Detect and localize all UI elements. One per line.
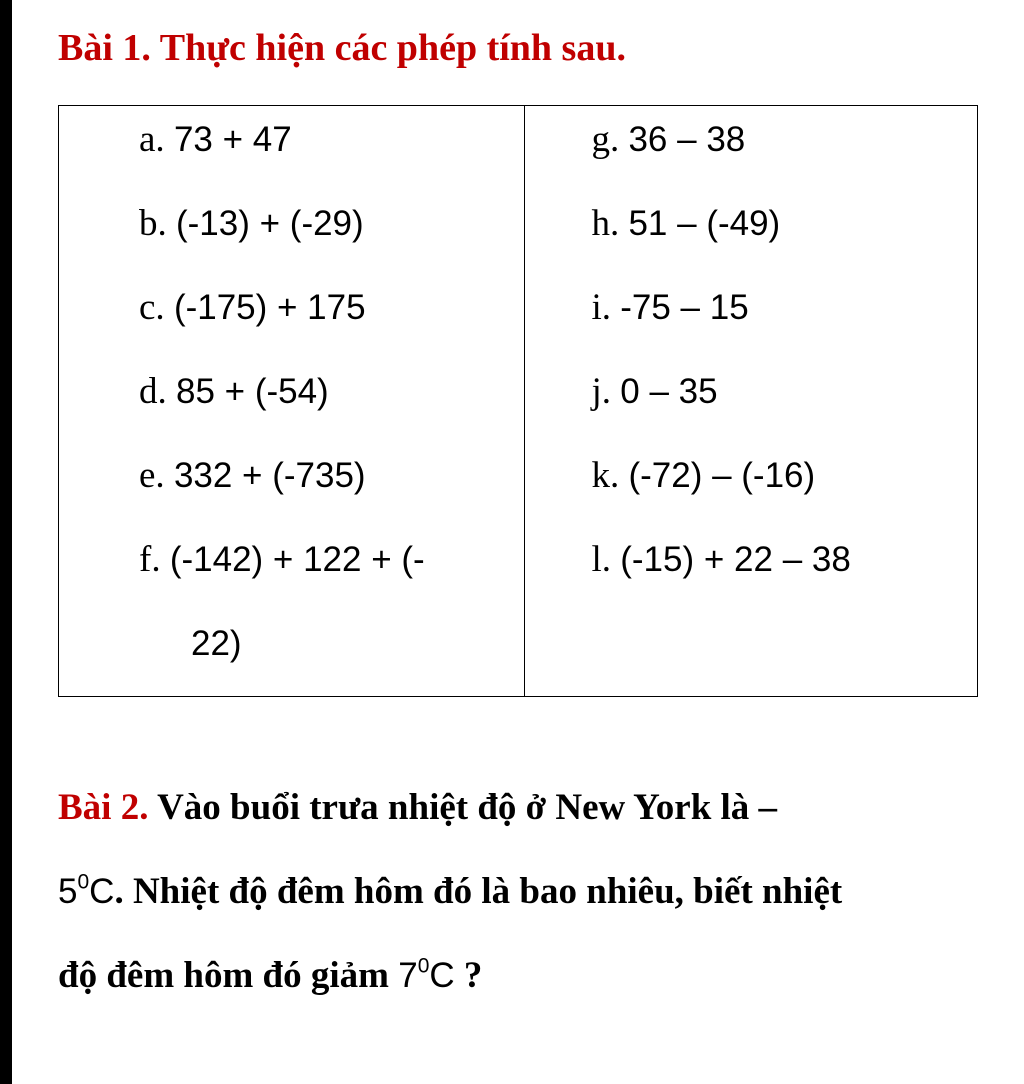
- exercise2-line2: $5^0C$. Nhiệt độ đêm hôm đó là bao nhiêu, biết nhiệt: [58, 870, 843, 912]
- exercise1-label: Bài 1.: [58, 27, 151, 69]
- exercise-item: l. (-15) + 22 – 38: [591, 539, 851, 580]
- exercise-item: a. 73 + 47: [139, 119, 292, 160]
- exercise-item: b. (-13) + (-29): [139, 203, 364, 244]
- left-column: [59, 106, 525, 697]
- exercise-item: k. (-72) – (-16): [591, 455, 816, 496]
- temperature-drop: $7^0C$: [398, 954, 455, 995]
- exercise1-title: Thực hiện các phép tính sau.: [159, 27, 626, 69]
- exercise-item: c. (-175) + 175: [139, 287, 366, 328]
- exercise-table: [58, 105, 978, 697]
- document-page: [12, 0, 1024, 1084]
- exercise-item: j. 0 – 35: [591, 371, 718, 412]
- exercise-item: i. -75 – 15: [591, 287, 749, 328]
- right-column: [525, 106, 978, 697]
- exercise-item: f. (-142) + 122 + (-: [139, 539, 425, 580]
- temperature-value: $5^0C$: [58, 870, 115, 911]
- exercise2-label: Bài 2.: [58, 787, 149, 828]
- exercise-item: e. 332 + (-735): [139, 455, 366, 496]
- exercise-item: g. 36 – 38: [591, 119, 746, 160]
- exercise-item-continuation: 22): [191, 624, 242, 663]
- exercise1-heading: [58, 26, 626, 70]
- exercise-item: d. 85 + (-54): [139, 371, 329, 412]
- exercise2-line1: Bài 2. Vào buổi trưa nhiệt độ ở New York là –: [58, 787, 778, 828]
- exercise2-line3: độ đêm hôm đó giảm $7^0C$ ?: [58, 954, 483, 996]
- exercise-item: h. 51 – (-49): [591, 203, 781, 244]
